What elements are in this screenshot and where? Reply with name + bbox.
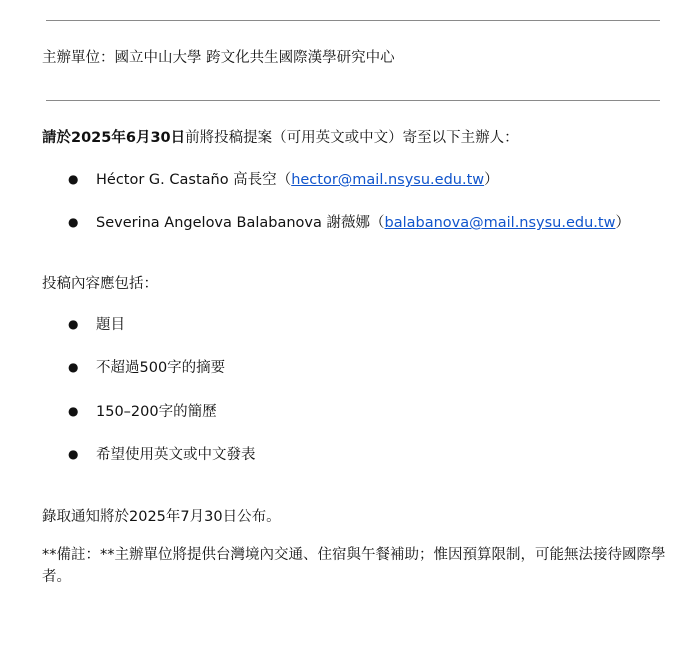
top-divider <box>46 20 660 21</box>
bullet-icon: ● <box>68 172 79 186</box>
organizer-value: 國立中山大學 跨文化共生國際漢學研究中心 <box>114 50 395 66</box>
organizer-label: 主辦單位： <box>42 50 115 66</box>
contact-name: Héctor G. Castaño 高長空 <box>96 172 277 188</box>
contact-paren-close: ） <box>484 172 499 188</box>
requirement-text: 150–200字的簡歷 <box>96 404 217 420</box>
bullet-icon: ● <box>68 360 79 374</box>
requirement-text: 希望使用英文或中文發表 <box>96 447 256 463</box>
note-paragraph: **備註：**主辦單位將提供台灣境內交通、住宿與午餐補助；惟因預算限制，可能無法接待國際學者。 <box>42 547 666 585</box>
requirement-item <box>68 357 225 378</box>
contact-paren-close: ） <box>615 215 630 231</box>
organizer-line <box>42 48 395 68</box>
bullet-icon: ● <box>68 447 79 461</box>
requirement-item <box>68 314 125 335</box>
content-heading: 投稿內容應包括： <box>42 276 158 292</box>
requirement-text: 不超過500字的摘要 <box>96 360 226 376</box>
submission-instruction <box>42 128 519 148</box>
requirement-item <box>68 444 256 465</box>
submission-prefix: 請於 <box>42 130 71 146</box>
submission-suffix: 前將投稿提案（可用英文或中文）寄至以下主辦人： <box>185 130 519 146</box>
contact-item <box>68 212 630 233</box>
notification-line: 錄取通知將於2025年7月30日公布。 <box>42 509 281 525</box>
contact-item <box>68 169 499 190</box>
bullet-icon: ● <box>68 404 79 418</box>
bullet-icon: ● <box>68 317 79 331</box>
requirement-item <box>68 401 217 422</box>
requirement-text: 題目 <box>96 317 125 333</box>
contact-paren-open: （ <box>370 215 385 231</box>
contact-paren-open: （ <box>276 172 292 188</box>
middle-divider <box>46 100 660 101</box>
contact-email-link[interactable]: hector@mail.nsysu.edu.tw <box>291 172 485 188</box>
contact-name: Severina Angelova Balabanova 謝薇娜 <box>96 215 370 231</box>
bullet-icon: ● <box>68 215 79 229</box>
contact-email-link[interactable]: balabanova@mail.nsysu.edu.tw <box>384 215 616 231</box>
submission-deadline: 2025年6月30日 <box>71 130 186 146</box>
